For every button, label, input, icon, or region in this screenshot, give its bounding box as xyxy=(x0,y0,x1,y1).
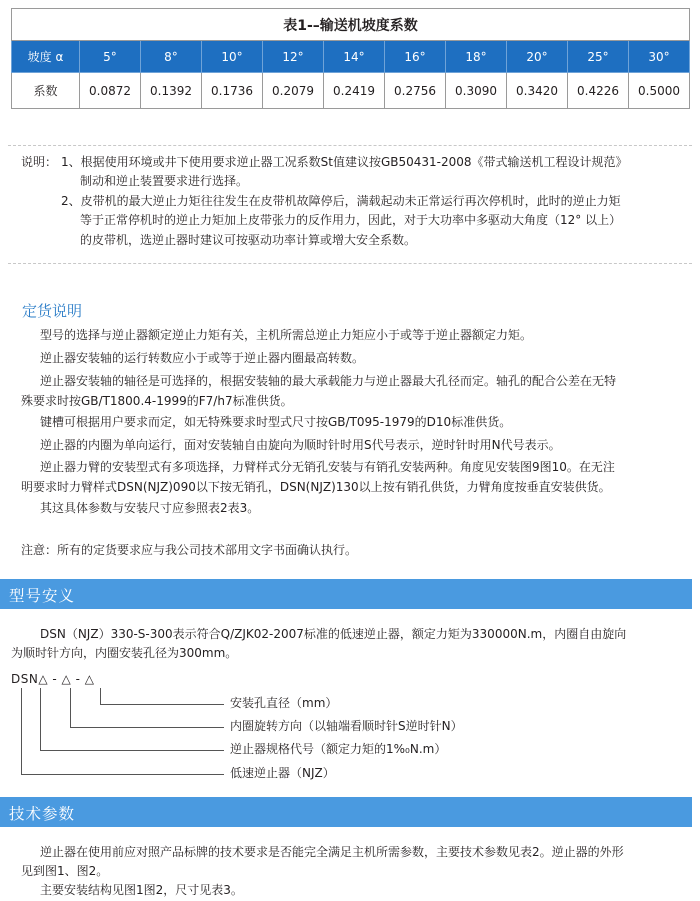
note-2-line-1: 2、皮带机的最大逆止力矩往往发生在皮带机故障停后，满载起动未正常运行再次停机时，此时的逆止力矩 xyxy=(61,194,621,208)
row-header-angle: 坡度 α xyxy=(12,41,80,73)
coefficient-cell: 0.2079 xyxy=(263,73,324,109)
code-label-low-speed: 低速逆止器（NJZ） xyxy=(230,766,335,780)
tech-section-bar xyxy=(0,797,692,827)
order-section-title: 定货说明 xyxy=(22,302,83,320)
coefficient-cell: 0.3090 xyxy=(446,73,507,109)
coefficient-cell: 0.3420 xyxy=(507,73,568,109)
notes-label: 说明： xyxy=(21,155,58,169)
coefficient-cell: 0.4226 xyxy=(568,73,629,109)
order-paragraph: 逆止器安装轴的轴径是可选择的，根据安装轴的最大承载能力与逆止器最大孔径而定。轴孔的配合公差在无特 xyxy=(40,374,617,388)
slope-coefficient-table xyxy=(11,8,690,109)
attention-note: 注意：所有的定货要求应与我公司技术部用文字书面确认执行。 xyxy=(21,543,358,557)
note-2-line-3: 的皮带机，选逆止器时建议可按驱动功率计算或增大安全系数。 xyxy=(80,233,417,247)
order-paragraph: 逆止器力臂的安装型式有多项选择，力臂样式分无销孔安装与有销孔安装两种。角度见安装图9图10。在无注 xyxy=(40,460,615,474)
model-description-line-1: DSN（NJZ）330-S-300表示符合Q/ZJK02-2007标准的低速逆止器，额定力矩为330000N.m，内圈自由旋向 xyxy=(40,627,627,641)
table-row xyxy=(12,73,690,109)
model-section-bar xyxy=(0,579,692,609)
order-paragraph: 逆止器安装轴的运行转数应小于或等于逆止器内圈最高转数。 xyxy=(40,351,365,365)
order-paragraph: 型号的选择与逆止器额定逆止力矩有关，主机所需总逆止力矩应小于或等于逆止器额定力矩。 xyxy=(40,328,533,342)
note-1-line-1: 1、根据使用环境或井下使用要求逆止器工况系数St值建议按GB50431-2008《带式输送机工程设计规范》 xyxy=(61,155,628,169)
tech-paragraph-line-1: 逆止器在使用前应对照产品标牌的技术要求是否能完全满足主机所需参数，主要技术参数见表2。逆止器的外形 xyxy=(40,845,624,859)
angle-cell: 20° xyxy=(507,41,568,73)
angle-cell: 30° xyxy=(629,41,690,73)
coefficient-cell: 0.1392 xyxy=(141,73,202,109)
angle-cell: 5° xyxy=(80,41,141,73)
coefficient-cell: 0.1736 xyxy=(202,73,263,109)
order-paragraph: 明要求时力臂样式DSN(NJZ)090以下按无销孔，DSN(NJZ)130以上按有销孔供货，力臂角度按垂直安装供货。 xyxy=(21,480,611,494)
coefficient-cell: 0.0872 xyxy=(80,73,141,109)
order-paragraph: 殊要求时按GB/T1800.4-1999的F7/h7标准供货。 xyxy=(21,394,293,408)
tech-paragraph-line-2: 见到图1、图2。 xyxy=(21,864,109,878)
code-label-rotation-direction: 内圈旋转方向（以轴端看顺时针S逆时针N） xyxy=(230,719,463,733)
coefficient-cell: 0.5000 xyxy=(629,73,690,109)
angle-cell: 25° xyxy=(568,41,629,73)
coefficient-cell: 0.2419 xyxy=(324,73,385,109)
code-label-spec-code: 逆止器规格代号（额定力矩的1%₀N.m） xyxy=(230,742,447,756)
angle-cell: 18° xyxy=(446,41,507,73)
angle-cell: 16° xyxy=(385,41,446,73)
model-code: DSN△ - △ - △ xyxy=(11,672,95,686)
angle-cell: 8° xyxy=(141,41,202,73)
order-paragraph: 其这具体参数与安装尺寸应参照表2表3。 xyxy=(40,501,260,515)
table-caption: 表1-–输送机坡度系数 xyxy=(12,9,690,41)
note-2-line-2: 等于正常停机时的逆止力矩加上皮带张力的反作用力，因此，对于大功率中多驱动大角度（12° 以上） xyxy=(80,213,622,227)
angle-cell: 10° xyxy=(202,41,263,73)
divider xyxy=(8,263,692,264)
tech-paragraph-2: 主要安装结构见图1图2，尺寸见表3。 xyxy=(40,883,243,897)
code-label-bore-diameter: 安装孔直径（mm） xyxy=(230,696,338,710)
angle-cell: 14° xyxy=(324,41,385,73)
coefficient-cell: 0.2756 xyxy=(385,73,446,109)
angle-cell: 12° xyxy=(263,41,324,73)
model-section-title: 型号安义 xyxy=(9,587,76,605)
model-description-line-2: 为顺时针方向，内圈安装孔径为300mm。 xyxy=(11,646,238,660)
table-header-row xyxy=(12,41,690,73)
row-header-coefficient: 系数 xyxy=(12,73,80,109)
order-paragraph: 逆止器的内圈为单向运行，面对安装轴自由旋向为顺时针时用S代号表示，逆时针时用N代号表示。 xyxy=(40,438,561,452)
divider xyxy=(8,145,692,146)
tech-section-title: 技术参数 xyxy=(9,805,76,823)
order-paragraph: 键槽可根据用户要求而定，如无特殊要求时型式尺寸按GB/T095-1979的D10标准供货。 xyxy=(40,415,512,429)
note-1-line-2: 制动和逆止装置要求进行选择。 xyxy=(80,174,249,188)
